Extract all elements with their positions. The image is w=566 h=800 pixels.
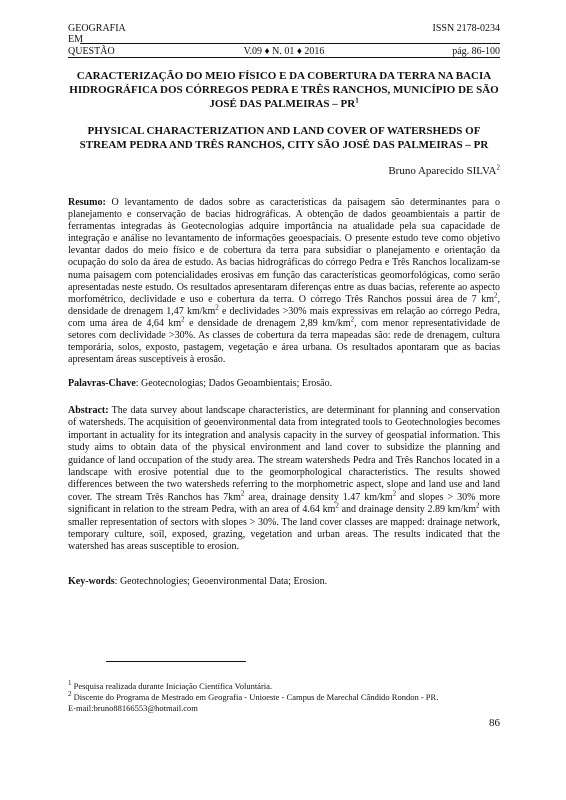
resumo-text-3: e declividades >30% mais expressivas em relação ao córrego Pedra, com uma área de 4,64 km — [68, 305, 501, 329]
abstract-label: Abstract: — [68, 405, 109, 416]
resumo-text-1: O levantamento de dados sobre as características da paisagem são determinantes para o planejamento e conservação de bacias hidrográficas. A obtenção de dados geoambientais a partir de ferramentas integradas às Geotecnologias adquire importância na atualidade pela sua capacidade de integração e análise no levantamento de informações geoespaciais. O presente estudo teve como objetivo levantar dados do meio físico e de cobertura da terra para subsidiar o planejamento e orientação da ocupação do solo da área de estudo. As bacias hidrográficas do córrego Pedra e Três Ranchos localizam-se numa paisagem com potencialidades erosivas em função das características geomorfológicas, como serão apresentadas neste estudo. Os resultados apresentaram diferenças entre as duas bacias, referente ao aspecto morfométrico, declividade e uso e cobertura da terra. O córrego Três Ranchos possui área de 7 km — [68, 197, 500, 305]
issn: ISSN 2178-0234 — [432, 23, 500, 34]
resumo-paragraph — [68, 197, 500, 366]
footnote-email — [68, 703, 198, 713]
footnote-separator — [106, 661, 246, 662]
abstract-sup-3: 2 — [335, 501, 339, 510]
abstract-text-2: area, drainage density 1.47 km/km — [244, 491, 393, 503]
resumo-text-5: , com menor representatividade de setores com declividade >30%. As classes de cobertura da terra mapeadas são: rede de drenagem, cultura temporária, solos, exposto, pastagem, vegetação e área urbana. Os resultados apontaram que as bacias apresentam áreas susceptíveis à erosão. — [68, 317, 500, 366]
footnote-1-mark: 1 — [68, 679, 72, 688]
header-row-3 — [68, 46, 500, 57]
journal-name-line1: GEOGRAFIA — [68, 23, 126, 34]
abstract-text-1: The data survey about landscape characteristics, are determinant for planning and conservation of watersheds. The acquisition of geoenvironmental data from integrated tools to Geotechnologies becomes important in actuality for its integration and analysis capacity in the survey of geospatial information. This study aims to obtain data of the physical environment and land cover to subsidize the planning and guidance of land occupation of the study area. The stream watersheds Pedra and Três Ranchos located in a landscape with erosive potential due to the geomorphological characteristics. The results showed differences between the two watersheds referring to the morphometric aspect, slope and land use and land cover. The stream Três Ranchos has 7km — [68, 405, 500, 503]
abstract-sup-2: 2 — [392, 489, 397, 498]
journal-name-line3: QUESTÃO — [68, 46, 115, 57]
footnote-1 — [68, 681, 272, 691]
page-range: pág. 86-100 — [452, 46, 500, 57]
abstract-paragraph — [68, 405, 500, 554]
footnote-1-text: Pesquisa realizada durante Iniciação Científica Voluntária. — [71, 681, 273, 691]
footnote-2 — [68, 692, 438, 702]
footnote-2-text: Discente do Programa de Mestrado em Geografia - Unioeste - Campus de Marechal Cândido Rondon - PR. — [71, 692, 439, 702]
title-portuguese-text: CARACTERIZAÇÃO DO MEIO FÍSICO E DA COBERTURA DA TERRA NA BACIA HIDROGRÁFICA DOS CÓRREGOS PEDRA E TRÊS RANCHOS, MUNICÍPIO DE SÃO JOSÉ DAS PALMEIRAS – PR — [69, 70, 499, 110]
header-bottom-rule — [68, 57, 500, 58]
abstract-sup-1: 2 — [240, 489, 245, 498]
volume-info: V.09 ♦ N. 01 ♦ 2016 — [243, 46, 325, 57]
footnote-email-text: E-mail:bruno88166553@hotmail.com — [68, 703, 198, 713]
resumo-sup-2: 2 — [215, 303, 219, 312]
resumo-sup-1: 2 — [494, 291, 498, 300]
resumo-text-2: , densidade de drenagem 1,47 km/km — [68, 293, 500, 317]
footnote-2-mark: 2 — [68, 690, 72, 699]
resumo-text-4: e densidade de drenagem 2,89 km/km — [184, 317, 351, 329]
keywords-paragraph — [68, 576, 500, 588]
palavras-chave-label: Palavras-Chave — [68, 378, 136, 389]
article-page — [68, 0, 500, 800]
title-english: PHYSICAL CHARACTERIZATION AND LAND COVER OF WATERSHEDS OF STREAM PEDRA AND TRÊS RANCHOS, CITY SÃO JOSÉ DAS PALMEIRAS – PR — [79, 125, 489, 151]
resumo-sup-3: 2 — [181, 315, 185, 324]
keywords-label: Key-words — [68, 576, 115, 587]
abstract-sup-4: 2 — [476, 501, 480, 510]
header-rule — [80, 43, 500, 44]
title-footnote-mark: 1 — [355, 96, 359, 105]
author — [388, 165, 500, 177]
palavras-chave-text: : Geotecnologias; Dados Geoambientais; Erosão. — [135, 378, 333, 389]
page-number: 86 — [489, 717, 500, 729]
abstract-text-4: and drainage density 2.89 km/km — [338, 504, 477, 516]
resumo-sup-4: 2 — [350, 315, 355, 324]
journal-name-line2: EM — [68, 34, 83, 45]
resumo-label: Resumo: — [68, 197, 106, 208]
abstract-text-5: with smaller representation of sectors with slopes > 30%. The land cover classes are mapped: drainage network, temporary culture, soil, exposed, grazing, vegetation and urban areas. The results indicated that the watershed has areas susceptible to erosion. — [68, 504, 500, 553]
author-name: Bruno Aparecido SILVA — [388, 165, 497, 177]
author-footnote-mark: 2 — [496, 163, 500, 172]
keywords-text: : Geotechnologies; Geoenvironmental Data; Erosion. — [114, 576, 328, 587]
abstract-text-3: and slopes > 30% more significant in relation to the stream Pedra, with an area of 4.64 km — [68, 491, 500, 516]
header-row-1 — [68, 23, 500, 34]
palavras-chave-paragraph — [68, 378, 500, 390]
title-portuguese — [68, 69, 500, 111]
